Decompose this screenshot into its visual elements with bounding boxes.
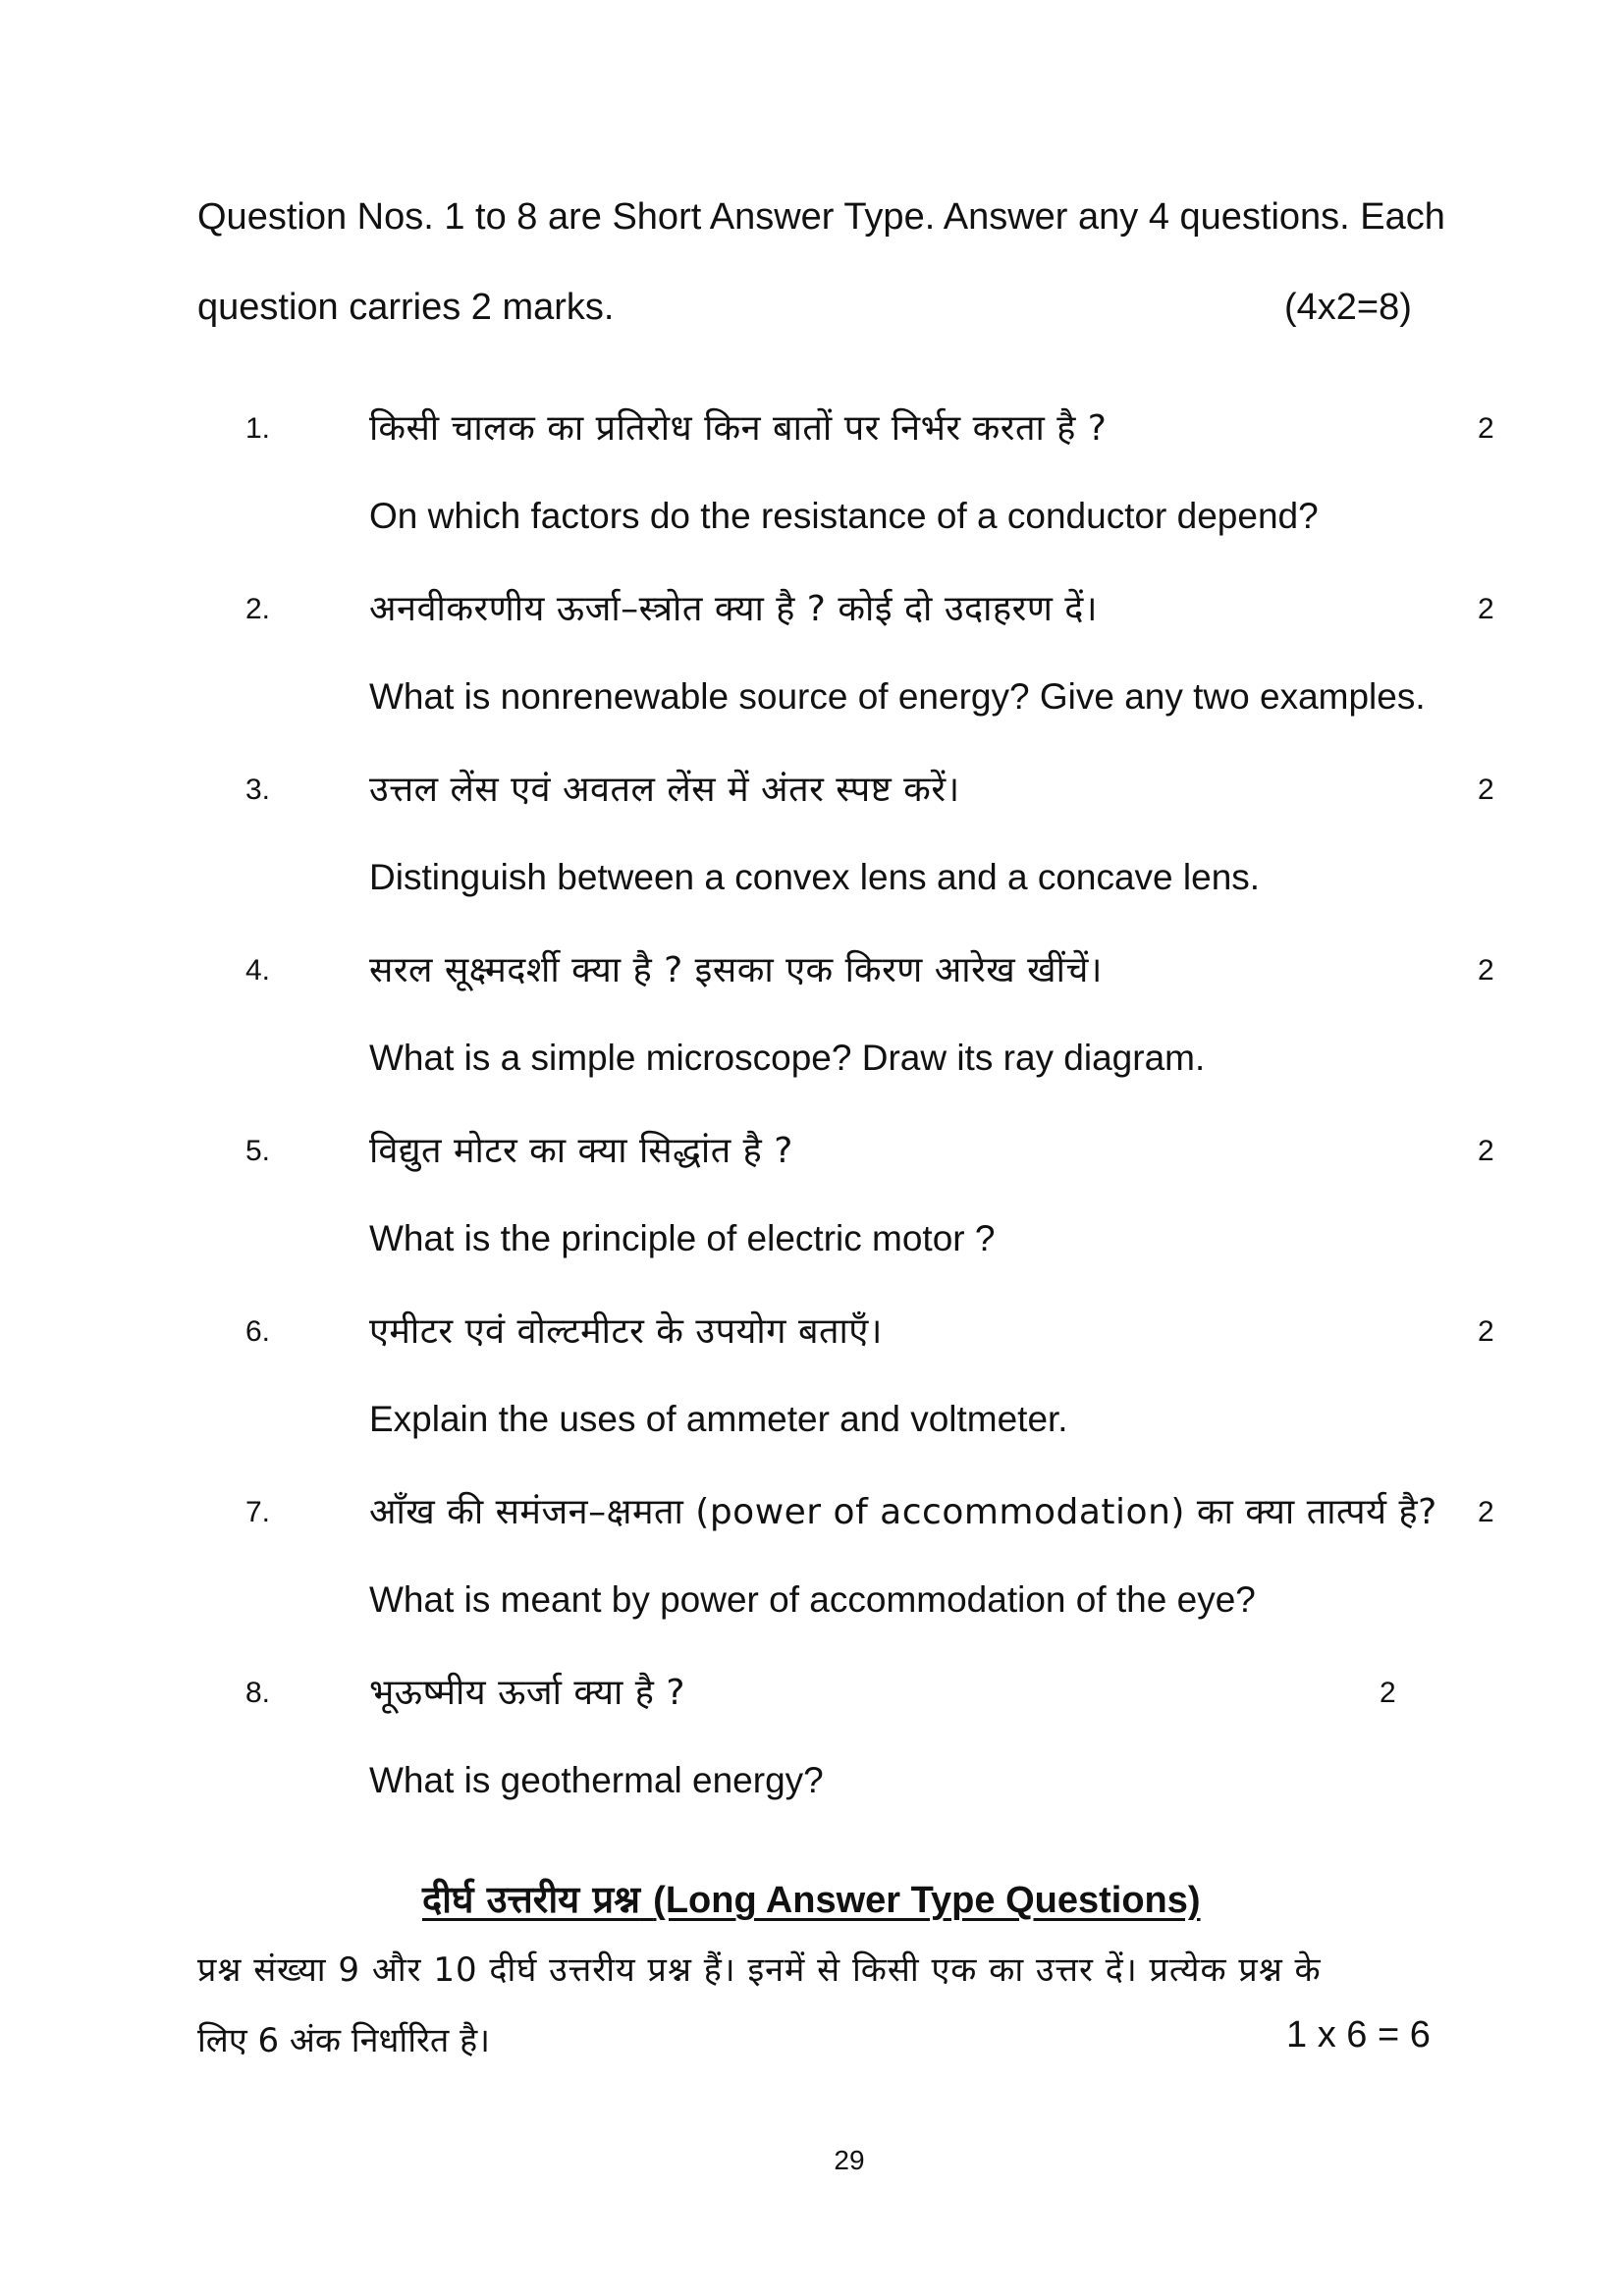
question-english: What is nonrenewable source of energy? Give any two examples.: [369, 676, 1426, 717]
question-number: 6.: [245, 1315, 271, 1348]
marks-formula: (4x2=8): [1284, 287, 1412, 328]
question-marks: 2: [1478, 412, 1494, 445]
section-marks-formula: 1 x 6 = 6: [1286, 2014, 1431, 2056]
question-marks: 2: [1478, 954, 1494, 987]
section-heading-hindi: दीर्घ उत्तरीय प्रश्न: [422, 1878, 640, 1921]
question-hindi: अनवीकरणीय ऊर्जा–स्त्रोत क्या है ? कोई दो उदाहरण दें।: [369, 589, 1099, 629]
question-hindi: किसी चालक का प्रतिरोध किन बातों पर निर्भर करता है ?: [369, 408, 1108, 449]
question-english: What is a simple microscope? Draw its ray diagram.: [369, 1038, 1206, 1078]
instructions-line-1: Question Nos. 1 to 8 are Short Answer Type. Answer any 4 questions. Each: [197, 196, 1445, 238]
question-english: What is meant by power of accommodation of the eye?: [369, 1579, 1256, 1620]
question-english: Explain the uses of ammeter and voltmeter.: [369, 1399, 1068, 1439]
question-number: 2.: [245, 593, 271, 625]
question-hindi: विद्युत मोटर का क्या सिद्धांत है ?: [369, 1131, 793, 1171]
page-number: 29: [834, 2145, 865, 2175]
question-number: 4.: [245, 954, 271, 987]
question-marks: 2: [1478, 1315, 1494, 1348]
question-english: What is geothermal energy?: [369, 1760, 824, 1800]
question-english: On which factors do the resistance of a conductor depend?: [369, 496, 1319, 536]
question-marks: 2: [1380, 1677, 1396, 1709]
question-marks: 2: [1478, 774, 1494, 806]
question-number: 7.: [245, 1496, 271, 1528]
section-instructions-line-2: लिए 6 अंक निर्धारित है।: [197, 2021, 491, 2060]
question-number: 3.: [245, 774, 271, 806]
question-hindi: सरल सूक्ष्मदर्शी क्या है ? इसका एक किरण आरेख खींचें।: [369, 950, 1103, 990]
section-instructions-line-1: प्रश्न संख्या 9 और 10 दीर्घ उत्तरीय प्रश्न हैं। इनमें से किसी एक का उत्तर दें। प्रत्येक प्रश्न के: [197, 1950, 1322, 1990]
section-heading: [422, 1873, 1201, 1924]
question-number: 1.: [245, 412, 271, 445]
question-hindi: उत्तल लेंस एवं अवतल लेंस में अंतर स्पष्ट करें।: [369, 770, 960, 810]
question-marks: 2: [1478, 593, 1494, 625]
question-english: What is the principle of electric motor ?: [369, 1218, 996, 1258]
question-hindi: एमीटर एवं वोल्टमीटर के उपयोग बताएँ।: [369, 1311, 883, 1352]
question-number: 5.: [245, 1135, 271, 1167]
section-heading-english: (Long Answer Type Questions): [653, 1880, 1201, 1921]
question-number: 8.: [245, 1677, 271, 1709]
question-hindi: आँख की समंजन–क्षमता (power of accommodation) का क्या तात्पर्य है?: [369, 1492, 1437, 1532]
question-marks: 2: [1478, 1496, 1494, 1528]
question-hindi: भूऊष्मीय ऊर्जा क्या है ?: [369, 1673, 685, 1713]
instructions-line-2: question carries 2 marks.: [197, 287, 615, 328]
question-marks: 2: [1478, 1135, 1494, 1167]
question-english: Distinguish between a convex lens and a concave lens.: [369, 857, 1261, 897]
